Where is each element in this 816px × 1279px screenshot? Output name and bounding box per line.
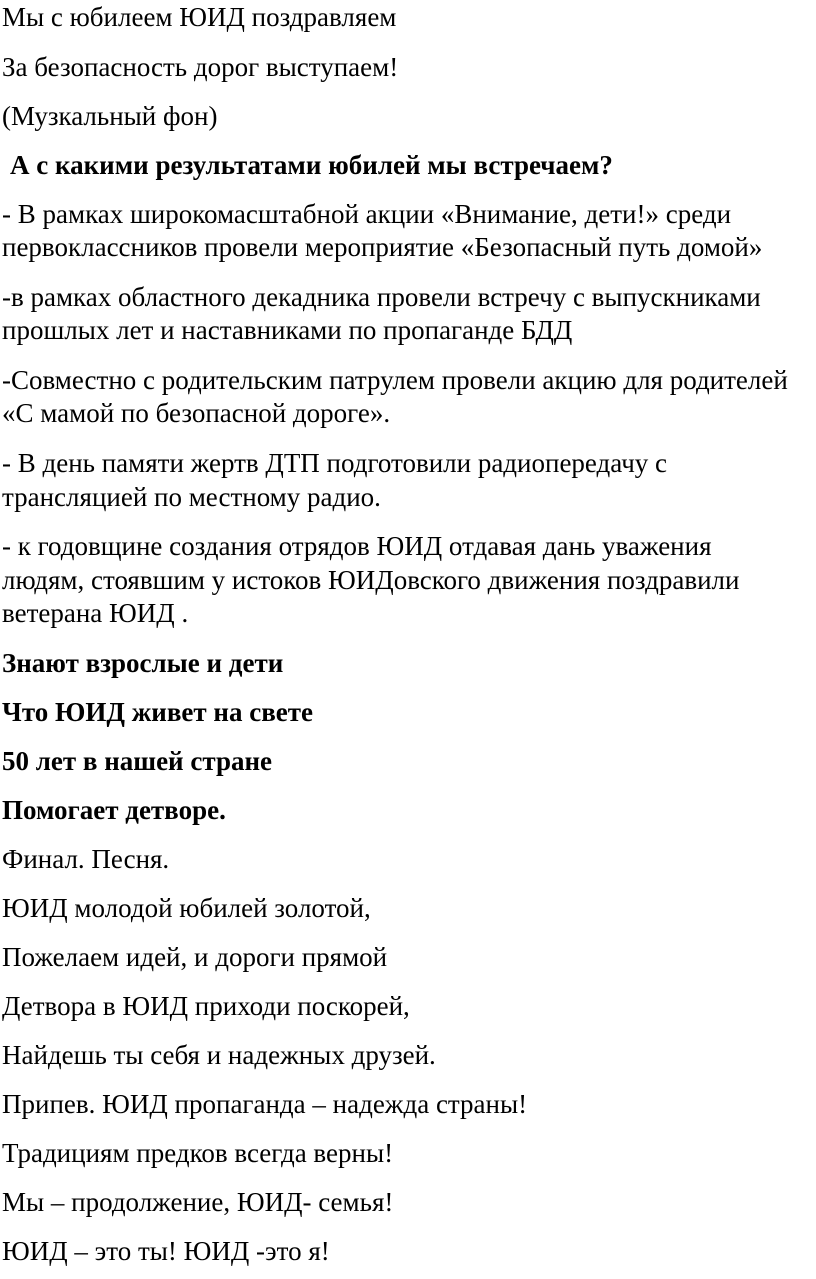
list-item-line: людям, стоявшим у истоков ЮИДовского движения поздравили — [2, 565, 740, 595]
list-item-line: - В день памяти жертв ДТП подготовили радиопередачу с — [2, 448, 668, 478]
bold-verse-line: Помогает детворе. — [2, 795, 226, 825]
final-title: Финал. Песня. — [2, 844, 170, 874]
song-line: Детвора в ЮИД приходи поскорей, — [2, 991, 410, 1021]
song-line: Традициям предков всегда верны! — [2, 1138, 394, 1168]
stage-direction: (Музкальный фон) — [2, 101, 218, 131]
song-line: ЮИД – это ты! ЮИД -это я! — [2, 1236, 330, 1266]
bold-verse-line: Что ЮИД живет на свете — [2, 697, 314, 727]
list-item-line: первоклассников провели мероприятие «Безопасный путь домой» — [2, 232, 763, 262]
list-item-line: - к годовщине создания отрядов ЮИД отдавая дань уважения — [2, 531, 712, 561]
list-item-line: - В рамках широкомасштабной акции «Внимание, дети!» среди — [2, 199, 732, 229]
list-item-line: ветерана ЮИД . — [2, 598, 189, 628]
list-item-line: -в рамках областного декадника провели встречу с выпускниками — [2, 282, 761, 312]
song-line: Мы – продолжение, ЮИД- семья! — [2, 1187, 394, 1217]
verse-line: За безопасность дорог выступаем! — [2, 52, 399, 82]
bold-verse-line: Знают взрослые и дети — [2, 648, 284, 678]
list-item-line: прошлых лет и наставниками по пропаганде БДД — [2, 315, 573, 345]
verse-line: Мы с юбилеем ЮИД поздравляем — [2, 2, 397, 32]
bold-verse-line: 50 лет в нашей стране — [2, 746, 272, 776]
song-line: Припев. ЮИД пропаганда – надежда страны! — [2, 1089, 528, 1119]
song-line: ЮИД молодой юбилей золотой, — [2, 893, 371, 923]
section-heading: А с какими результатами юбилей мы встречаем? — [10, 150, 613, 180]
song-line: Пожелаем идей, и дороги прямой — [2, 942, 388, 972]
song-line: Найдешь ты себя и надежных друзей. — [2, 1040, 436, 1070]
list-item-line: -Совместно с родительским патрулем провели акцию для родителей — [2, 365, 788, 395]
list-item-line: трансляцией по местному радио. — [2, 482, 381, 512]
list-item-line: «С мамой по безопасной дороге». — [2, 398, 391, 428]
